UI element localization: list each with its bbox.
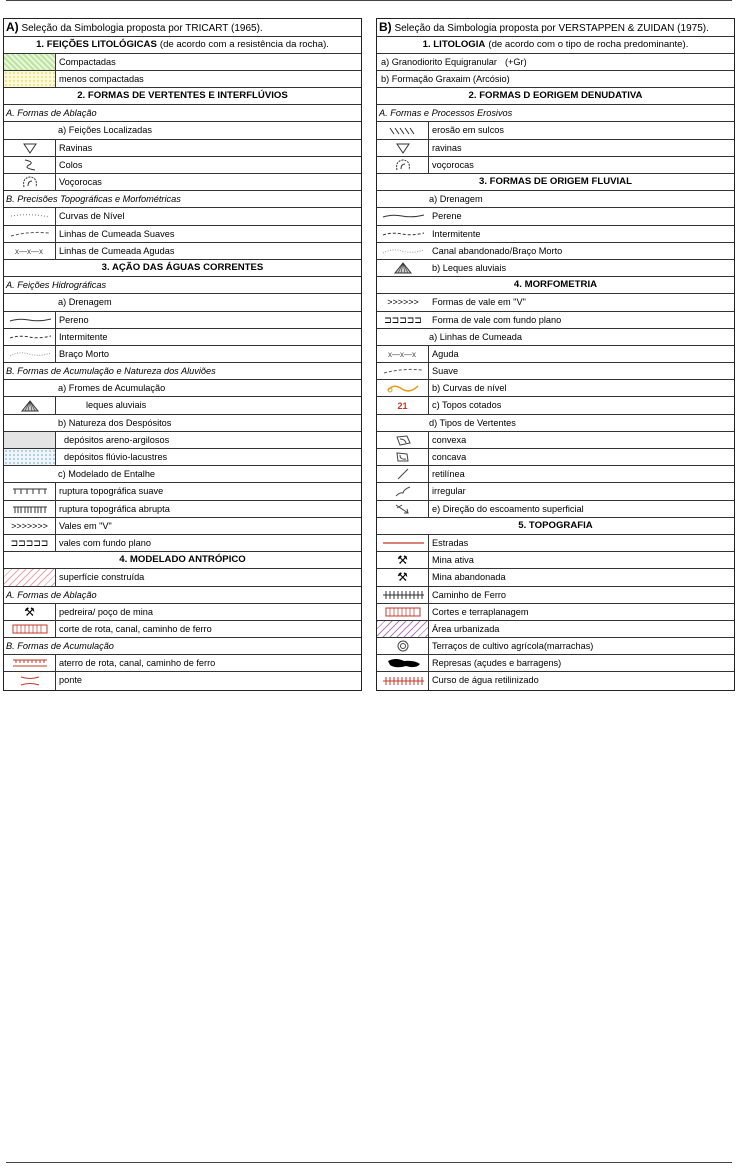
legend-label: Estradas xyxy=(432,537,469,548)
section-header xyxy=(4,552,361,569)
table-letter: A) xyxy=(6,20,19,34)
legend-label: superfície construída xyxy=(59,572,145,583)
legend-label: Área urbanizada xyxy=(432,623,500,634)
legend-row xyxy=(4,483,361,500)
legend-row xyxy=(4,208,361,225)
quarry-glyph: ⚒ xyxy=(24,604,35,619)
section-note: (de acordo com o tipo de rocha predominante). xyxy=(488,38,689,50)
legend-row xyxy=(4,621,361,638)
legend-label: Mina ativa xyxy=(432,555,474,566)
group-label: c) Modelado de Entalhe xyxy=(4,466,361,483)
legend-row xyxy=(377,449,734,466)
road-icon xyxy=(377,535,429,551)
legend-table-tricart xyxy=(3,18,362,691)
legend-label: vales com fundo plano xyxy=(59,537,151,548)
legend-label: convexa xyxy=(432,434,467,445)
ridge-soft-icon xyxy=(377,363,429,379)
legend-row xyxy=(377,380,734,397)
flat-valley-icon xyxy=(4,535,56,551)
legend-row xyxy=(377,363,734,380)
legend-row xyxy=(377,587,734,604)
dead-arm-icon xyxy=(377,243,429,259)
section-header xyxy=(4,260,361,277)
legend-row xyxy=(377,312,734,329)
col-icon xyxy=(4,157,56,173)
legend-label: b) Curvas de nível xyxy=(432,383,507,394)
legend-row xyxy=(377,655,734,672)
table-title xyxy=(4,19,361,37)
legend-row xyxy=(4,535,361,552)
legend-label: Colos xyxy=(59,159,83,170)
legend-row xyxy=(4,329,361,346)
legend-label: c) Topos cotados xyxy=(432,400,502,411)
legend-row xyxy=(4,604,361,621)
legend-label: Ravinas xyxy=(59,142,93,153)
legend-row xyxy=(4,569,361,586)
legend-label: depósitos areno-argilosos xyxy=(64,434,170,445)
legend-row xyxy=(377,672,734,689)
legend-label: Suave xyxy=(432,366,459,377)
legend-row xyxy=(377,208,734,225)
intermittent-icon xyxy=(4,329,56,345)
legend-label: irregular xyxy=(432,486,466,497)
legend-row xyxy=(4,501,361,518)
bridge-icon xyxy=(4,672,56,689)
table-letter: B) xyxy=(379,20,392,34)
legend-label: Terraços de cultivo agrícola(marrachas) xyxy=(432,641,594,652)
legend-label: Curso de água retilinizado xyxy=(432,675,539,686)
terraces-icon xyxy=(377,638,429,654)
legend-label: Braço Morto xyxy=(59,348,110,359)
legend-row xyxy=(4,243,361,260)
convex-icon xyxy=(377,432,429,448)
section-header xyxy=(377,88,734,105)
legend-row xyxy=(377,432,734,449)
legend-label: Cortes e terraplanagem xyxy=(432,606,529,617)
legend-label: corte de rota, canal, caminho de ferro xyxy=(59,623,212,634)
legend-row xyxy=(4,397,361,414)
concave-icon xyxy=(377,449,429,465)
legend-row xyxy=(4,140,361,157)
legend-row xyxy=(377,569,734,586)
legend-row xyxy=(4,346,361,363)
legend-label: Aguda xyxy=(432,348,459,359)
cut-icon xyxy=(4,621,56,637)
legend-label: b) Leques aluviais xyxy=(432,262,507,273)
flat-valley-icon xyxy=(377,312,429,328)
ridge-sharp-icon xyxy=(377,346,429,362)
section-header xyxy=(377,37,734,54)
quarry-icon xyxy=(4,604,56,620)
section-title: 4. MODELADO ANTRÓPICO xyxy=(119,554,246,566)
ridge-soft-icon xyxy=(4,226,56,242)
legend-row xyxy=(377,638,734,655)
ravine-icon xyxy=(377,140,429,156)
group-label: a) Drenagem xyxy=(377,191,734,208)
legend-label: Represas (açudes e barragens) xyxy=(432,658,562,669)
section-header xyxy=(4,88,361,105)
section-title: 3. AÇÃO DAS ÁGUAS CORRENTES xyxy=(101,261,264,273)
legend-row xyxy=(377,535,734,552)
section-title: 1. FEIÇÕES LITOLÓGICAS xyxy=(36,38,157,50)
subsection-title: B. Formas de Acumulação xyxy=(4,638,361,655)
v-valley-glyph: >>>>>>> xyxy=(11,520,48,531)
group-label: a) Fromes de Acumulação xyxy=(4,380,361,397)
footer-rule xyxy=(6,1162,732,1163)
perennial-icon xyxy=(4,312,56,328)
legend-row xyxy=(4,174,361,191)
legend-label: leques aluviais xyxy=(86,400,147,411)
legend-label: Vales em "V" xyxy=(59,520,112,531)
fan-icon xyxy=(377,260,429,276)
legend-row xyxy=(4,449,361,466)
legend-label: pedreira/ poço de mina xyxy=(59,606,153,617)
legend-label: Linhas de Cumeada Agudas xyxy=(59,245,175,256)
subsection-title: B. Formas de Acumulação e Natureza dos Aluviões xyxy=(4,363,361,380)
legend-label: erosão em sulcos xyxy=(432,125,505,136)
section-title: 1. LITOLOGIA xyxy=(422,38,486,50)
legend-label: ravinas xyxy=(432,142,462,153)
straight-icon xyxy=(377,466,429,482)
legend-row xyxy=(377,260,734,277)
group-label: a) Feições Localizadas xyxy=(4,122,361,139)
legend-label: Canal abandonado/Braço Morto xyxy=(432,245,563,256)
legend-label: e) Direção do escoamento superficial xyxy=(432,503,584,514)
intermittent-icon xyxy=(377,226,429,242)
legend-label: Voçorocas xyxy=(59,177,102,187)
section-note: (de acordo com a resistência da rocha). xyxy=(159,38,329,50)
legend-label: Forma de vale com fundo plano xyxy=(432,314,562,325)
mine-abandoned-icon xyxy=(377,569,429,585)
legend-label: depósitos flúvio-lacustres xyxy=(64,452,168,462)
legend-row xyxy=(377,294,734,311)
section-title: 3. FORMAS DE ORIGEM FLUVIAL xyxy=(479,176,632,187)
legend-row xyxy=(377,483,734,500)
ravine-icon xyxy=(4,140,56,156)
legend-row xyxy=(377,122,734,139)
section-title: 4. MORFOMETRIA xyxy=(513,279,598,291)
legend-label: voçorocas xyxy=(432,159,474,170)
grey-icon xyxy=(4,432,56,448)
section-title: 2. FORMAS D EORIGEM DENUDATIVA xyxy=(468,90,643,102)
lithology-item xyxy=(377,71,734,88)
purple-hatch-icon xyxy=(377,621,429,637)
group-label: d) Tipos de Vertentes xyxy=(377,415,734,432)
legend-row xyxy=(4,71,361,88)
legend-label: Formas de vale em "V" xyxy=(432,297,526,308)
legend-label: concava xyxy=(432,452,467,462)
subsection-title: A. Formas de Ablação xyxy=(4,105,361,122)
legend-label: Intermitente xyxy=(59,331,108,342)
contour-orange-icon xyxy=(377,380,429,396)
perennial-icon xyxy=(377,208,429,224)
section-header xyxy=(377,518,734,535)
subsection-title: A. Formas e Processos Erosivos xyxy=(377,105,734,122)
legend-label: Intermitente xyxy=(432,228,481,239)
green-hatch-icon xyxy=(4,54,56,70)
legend-row xyxy=(377,243,734,260)
rills-icon xyxy=(377,122,429,138)
rupture-soft-icon xyxy=(4,483,56,499)
spot-height-icon xyxy=(377,397,429,413)
flat-valley-glyph: ⊐⊐⊐⊐⊐ xyxy=(10,538,49,549)
rupture-abrupt-icon xyxy=(4,501,56,517)
subsection-title: A. Feições Hidrográficas xyxy=(4,277,361,294)
legend-table-verstappen xyxy=(376,18,735,691)
legend-row xyxy=(4,54,361,71)
legend-row xyxy=(377,397,734,414)
legend-label: Caminho de Ferro xyxy=(432,589,507,600)
flat-valley-glyph: ⊐⊐⊐⊐⊐ xyxy=(384,314,422,325)
legend-label: Pereno xyxy=(59,314,89,325)
v-valley-icon xyxy=(4,518,56,534)
legend-label: menos compactadas xyxy=(59,73,144,84)
legend-row xyxy=(4,312,361,329)
legend-label: Mina abandonada xyxy=(432,572,506,583)
table-title-text: Seleção da Simbologia proposta por TRICART (1965). xyxy=(21,23,263,34)
dead-arm-icon xyxy=(4,346,56,362)
flow-icon xyxy=(377,501,429,517)
section-header xyxy=(377,277,734,294)
mine-active-icon xyxy=(377,552,429,568)
lithology-label: b) Formação Graxaim (Arcósio) xyxy=(381,73,510,84)
dam-icon xyxy=(377,655,429,671)
subsection-title: A. Formas de Ablação xyxy=(4,587,361,604)
spot-height-glyph: 21 xyxy=(397,400,408,411)
legend-label: Linhas de Cumeada Suaves xyxy=(59,228,175,239)
yellow-dots-icon xyxy=(4,71,56,87)
legend-row xyxy=(377,621,734,638)
svg-text:x—x—x: x—x—x xyxy=(387,349,416,359)
legend-row xyxy=(377,140,734,157)
lithology-label: a) Granodiorito Equigranular xyxy=(381,56,497,67)
railway-icon xyxy=(377,587,429,603)
legend-label: ruptura topográfica suave xyxy=(59,486,164,497)
embankment-icon xyxy=(4,655,56,671)
legend-row xyxy=(377,346,734,363)
v-valley-glyph: >>>>>> xyxy=(387,297,419,308)
section-header xyxy=(377,174,734,191)
pink-hatch-icon xyxy=(4,569,56,585)
svg-text:x—x—x: x—x—x xyxy=(14,246,43,256)
section-header xyxy=(4,37,361,54)
section-title: 2. FORMAS DE VERTENTES E INTERFLÚVIOS xyxy=(77,90,288,102)
gully-icon xyxy=(4,174,56,190)
legend-label: retilínea xyxy=(432,469,465,480)
legend-row xyxy=(4,432,361,449)
legend-row xyxy=(4,157,361,174)
legend-label: ponte xyxy=(59,675,82,686)
legend-row xyxy=(377,604,734,621)
gully-icon xyxy=(377,157,429,173)
lithology-code: (+Gr) xyxy=(504,56,527,67)
table-title xyxy=(377,19,734,37)
legend-row xyxy=(377,552,734,569)
fan-icon xyxy=(4,397,56,413)
legend-row xyxy=(4,672,361,689)
header-rule xyxy=(6,0,732,1)
legend-label: Perene xyxy=(432,211,462,222)
contour-icon xyxy=(4,208,56,224)
legend-label: Curvas de Nível xyxy=(59,211,125,222)
channelized-icon xyxy=(377,672,429,689)
legend-label: aterro de rota, canal, caminho de ferro xyxy=(59,658,216,669)
legend-row xyxy=(377,501,734,518)
legend-row xyxy=(4,226,361,243)
legend-row xyxy=(4,518,361,535)
subsection-title: B. Precisões Topográficas e Morfométricas xyxy=(4,191,361,208)
legend-row xyxy=(4,655,361,672)
lithology-item xyxy=(377,54,734,71)
group-label: a) Linhas de Cumeada xyxy=(377,329,734,346)
legend-row xyxy=(377,466,734,483)
mine-abandoned-glyph: ⚒ xyxy=(397,570,408,585)
table-title-text: Seleção da Simbologia proposta por VERSTAPPEN & ZUIDAN (1975). xyxy=(394,23,709,34)
legend-label: Compactadas xyxy=(59,56,116,67)
group-label: a) Drenagem xyxy=(4,294,361,311)
group-label: b) Natureza dos Despósitos xyxy=(4,415,361,432)
section-title: 5. TOPOGRAFIA xyxy=(518,519,593,531)
irregular-icon xyxy=(377,483,429,499)
legend-row xyxy=(377,157,734,174)
blue-dots-icon xyxy=(4,449,56,465)
mine-active-glyph: ⚒ xyxy=(397,553,408,568)
legend-label: ruptura topográfica abrupta xyxy=(59,503,170,514)
v-valley-icon xyxy=(377,294,429,310)
cut-icon xyxy=(377,604,429,620)
ridge-sharp-icon xyxy=(4,243,56,259)
legend-row xyxy=(377,226,734,243)
